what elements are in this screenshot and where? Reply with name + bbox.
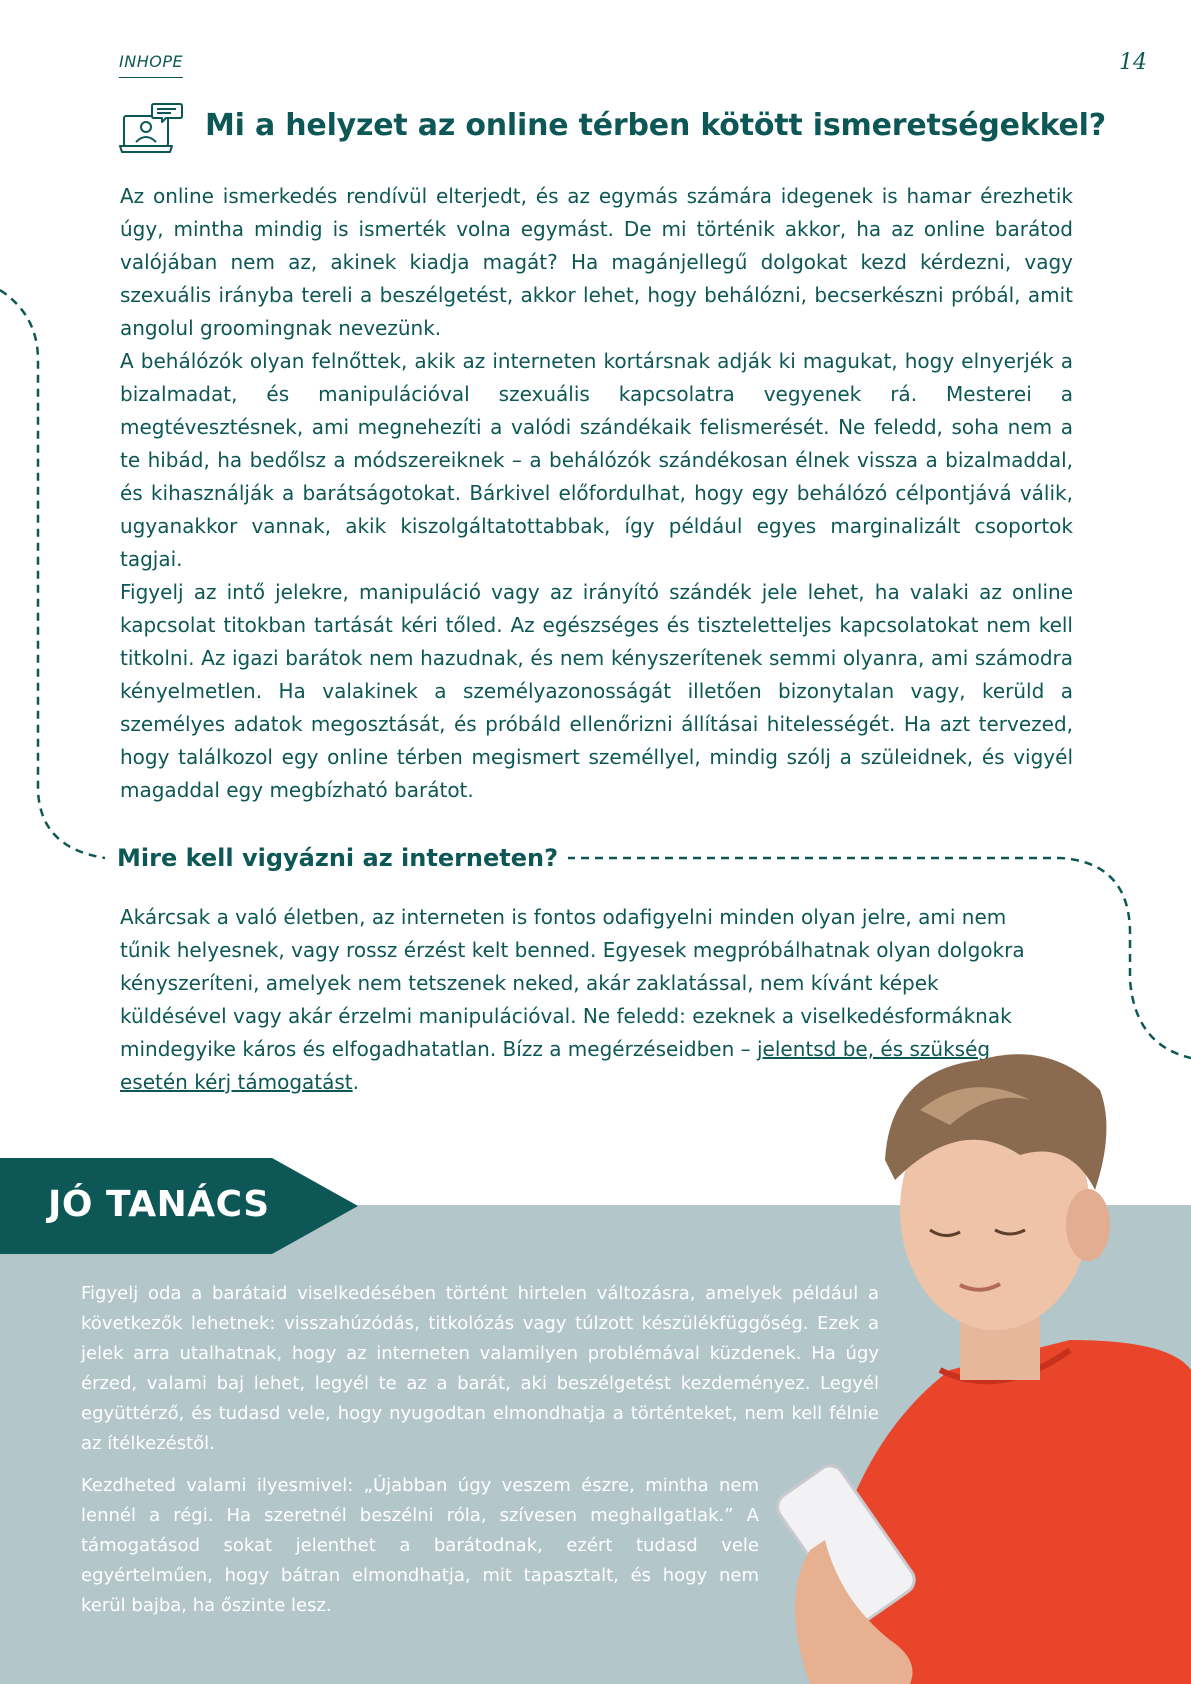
boy-with-phone-image: [770, 1040, 1191, 1684]
subsection-title: Mire kell vigyázni az interneten?: [117, 844, 568, 872]
section-body: [120, 180, 1073, 807]
subsection-text: Akárcsak a való életben, az interneten is fontos odafigyelni minden olyan jelre, ami nem tűnik helyesnek, vagy rossz érzést kelt benned. Egyesek megpróbálhatnak olyan dolgokra kényszeríteni, amelyek nem tetszenek neked, akár zaklatással, nem kívánt képek küldésével vagy akár érzelmi manipulációval. Ne feledd: ezeknek a viselkedésformáknak mindegyike káros és elfogadhatatlan. Bízz a megérzéseidben –: [120, 905, 1025, 1061]
paragraph: Az online ismerkedés rendívül elterjedt, és az egymás számára idegenek is hamar érezhetik úgy, mintha mindig is ismerték volna egymást. De mi történik akkor, ha az online barátod valójában nem az, akinek kiadja magát? Ha magánjellegű dolgokat kezd kérdezni, vagy szexuális irányba tereli a beszélgetést, akkor lehet, hogy behálózni, becserkészni próbál, amit angolul groomingnak nevezünk.: [120, 184, 1073, 340]
paragraph: A behálózók olyan felnőttek, akik az interneten kortársnak adják ki magukat, hogy elnyerjék a bizalmadat, és manipulációval szexuális kapcsolatra vegyenek rá. Mesterei a megtévesztésnek, ami megnehezíti a valódi szándékaik felismerését. Ne feledd, soha nem a te hibád, ha bedőlsz a módszereiknek – a behálózók szándékosan élnek vissza a bizalmaddal, és kihasználják a barátságotokat. Bárkivel előfordulhat, hogy egy behálózó célpontjává válik, ugyanakkor vannak, akik kiszolgáltatottabbak, így például egyes marginalizált csoportok tagjai.: [120, 349, 1073, 571]
report-link[interactable]: jelentsd be, és szükség esetén kérj támogatást: [120, 1037, 991, 1094]
page-number: 14: [1119, 50, 1147, 75]
section-title: Mi a helyzet az online térben kötött ismeretségekkel?: [205, 108, 1106, 143]
org-label: INHOPE: [119, 52, 183, 78]
tip-paragraph-1: Figyelj oda a barátaid viselkedésében történt hirtelen változásra, amelyek például a következők lehetnek: visszahúzódás, titkolózás vagy túlzott készülékfüggőség. Ezek a jelek arra utalhatnak, hogy az interneten valamilyen problémával küzdenek. Ha úgy érzed, valami baj lehet, legyél te az a barát, aki beszélgetést kezdeményez. Legyél együttérző, és tudasd vele, hogy nyugodtan elmondhatja a történteket, nem kell félnie az ítélkezéstől.: [81, 1283, 879, 1454]
subsection-end: .: [352, 1070, 360, 1094]
paragraph: Figyelj az intő jelekre, manipuláció vagy az irányító szándék jele lehet, ha valaki az online kapcsolat titokban tartását kéri tőled. Az egészséges és tiszteletteljes kapcsolatokat nem kell titkolni. Az igazi barátok nem hazudnak, és nem kényszerítenek semmi olyanra, ami számodra kényelmetlen. Ha valakinek a személyazonosságát illetően bizonytalan vagy, kerüld a személyes adatok megosztását, és próbáld ellenőrizni állításai hitelességét. Ha azt tervezed, hogy találkozol egy online térben megismert személlyel, mindig szólj a szüleidnek, és vigyél magaddal egy megbízható barátot.: [120, 580, 1073, 802]
tip-paragraph-2: Kezdheted valami ilyesmivel: „Újabban úgy veszem észre, mintha nem lennél a régi. Ha szeretnél beszélni róla, szívesen meghallgatlak.” A támogatásod sokat jelenthet a barátodnak, ezért tudasd vele egyértelműen, hogy bátran elmondhatja, mit tapasztalt, és hogy nem kerül bajba, ha őszinte lesz.: [81, 1475, 759, 1616]
tip-banner-label: JÓ TANÁCS: [48, 1184, 270, 1225]
